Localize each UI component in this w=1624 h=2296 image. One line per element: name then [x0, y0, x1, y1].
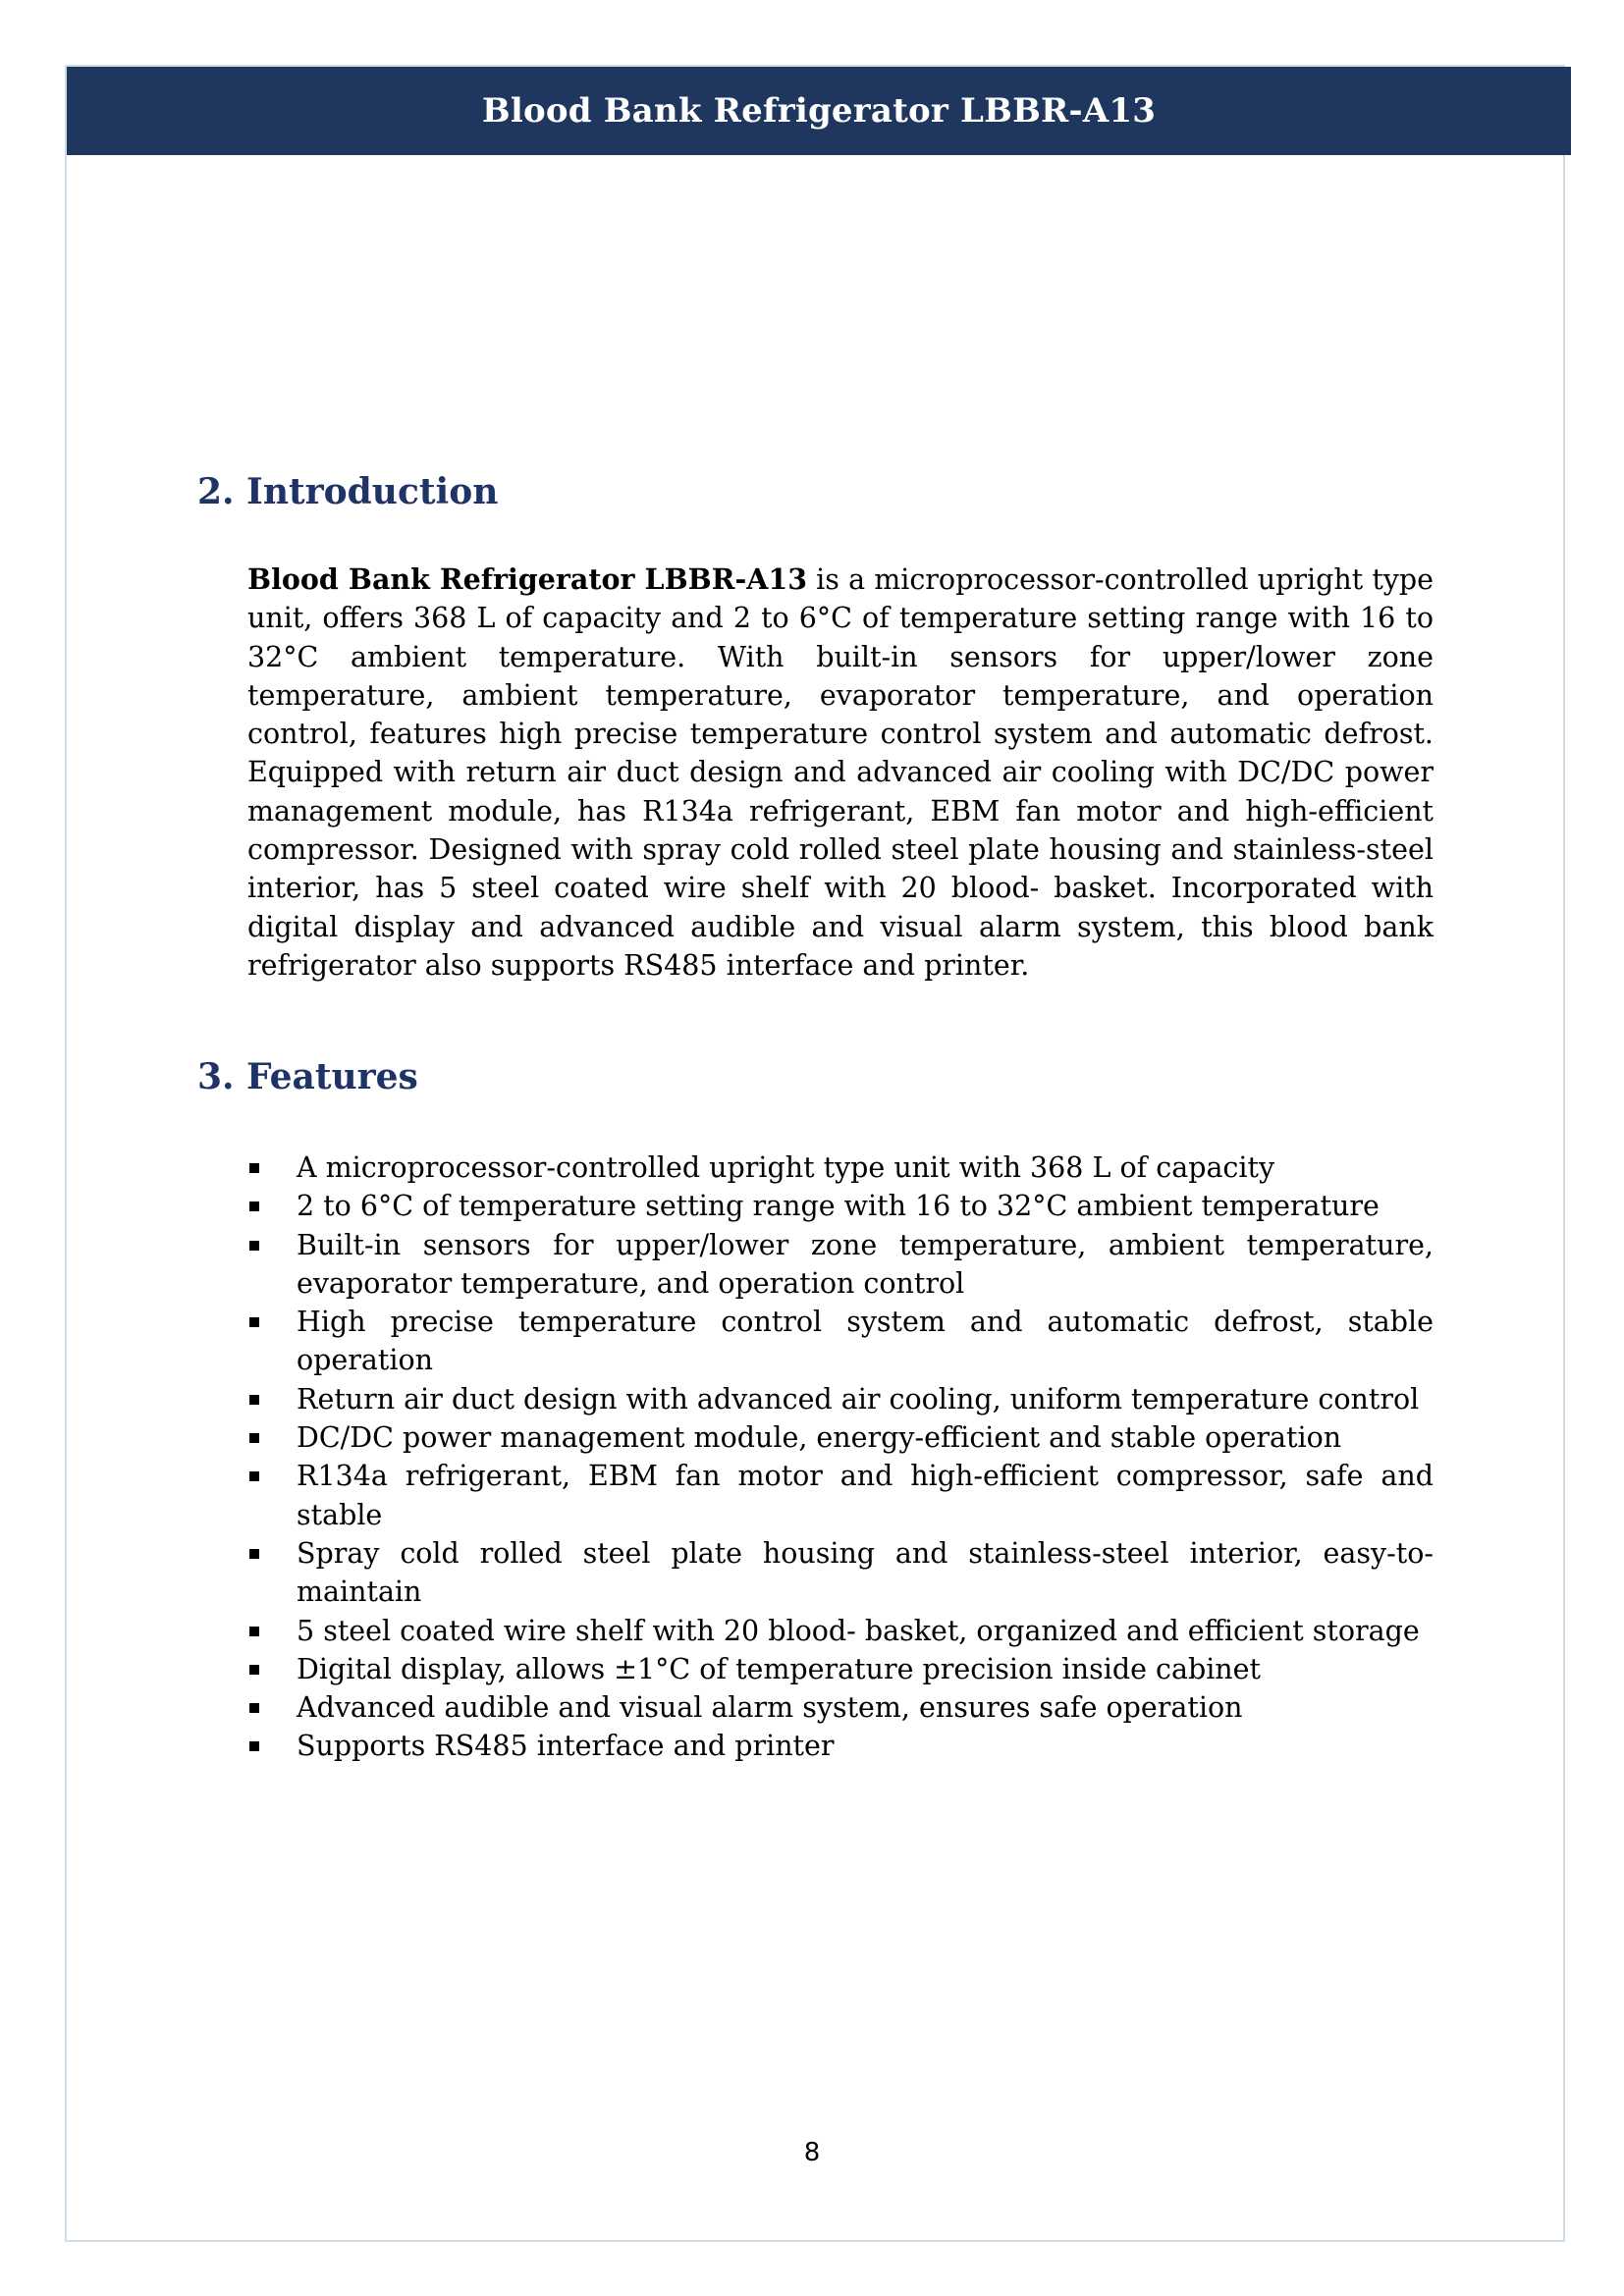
features-number: 3.: [197, 1056, 235, 1097]
square-bullet-icon: [249, 1201, 259, 1211]
feature-item: R134a refrigerant, EBM fan motor and high-efficient compressor, safe and stable: [247, 1457, 1434, 1534]
feature-item: Built-in sensors for upper/lower zone temperature, ambient temperature, evaporator temperature, and operation control: [247, 1226, 1434, 1304]
feature-item: Spray cold rolled steel plate housing and stainless-steel interior, easy-to-maintain: [247, 1534, 1434, 1612]
document-title: Blood Bank Refrigerator LBBR-A13: [481, 91, 1157, 131]
feature-item: Advanced audible and visual alarm system, ensures safe operation: [247, 1688, 1434, 1727]
introduction-paragraph: [247, 561, 1434, 985]
square-bullet-icon: [249, 1395, 259, 1405]
header-bar: [67, 67, 1571, 155]
square-bullet-icon: [249, 1549, 259, 1559]
features-list: [247, 1148, 1434, 1766]
square-bullet-icon: [249, 1163, 259, 1173]
introduction-title: Introduction: [246, 471, 499, 512]
features-heading: [197, 1056, 418, 1097]
feature-item: 5 steel coated wire shelf with 20 blood- basket, organized and efficient storage: [247, 1612, 1434, 1650]
introduction-body: is a microprocessor-controlled upright type unit, offers 368 L of capacity and 2 to 6°C of temperature setting range with 16 to 32°C ambient temperature. With built-in sensors for upper/lower zone temperature, ambient temperature, evaporator temperature, and operation control, features high precise temperature control system and automatic defrost. Equipped with return air duct design and advanced air cooling with DC/DC power management module, has R134a refrigerant, EBM fan motor and high-efficient compressor. Designed with spray cold rolled steel plate housing and stainless-steel interior, has 5 steel coated wire shelf with 20 blood- basket. Incorporated with digital display and advanced audible and visual alarm system, this blood bank refrigerator also supports RS485 interface and printer.: [247, 563, 1434, 982]
features-title: Features: [246, 1056, 418, 1097]
page-number: 8: [803, 2138, 821, 2167]
square-bullet-icon: [249, 1241, 259, 1251]
feature-item: Digital display, allows ±1°C of temperature precision inside cabinet: [247, 1650, 1434, 1688]
introduction-heading: [197, 471, 498, 512]
square-bullet-icon: [249, 1433, 259, 1443]
square-bullet-icon: [249, 1317, 259, 1327]
square-bullet-icon: [249, 1471, 259, 1481]
feature-item: Return air duct design with advanced air cooling, uniform temperature control: [247, 1380, 1434, 1418]
introduction-lead: Blood Bank Refrigerator LBBR-A13: [247, 562, 808, 596]
feature-item: 2 to 6°C of temperature setting range with 16 to 32°C ambient temperature: [247, 1187, 1434, 1225]
square-bullet-icon: [249, 1627, 259, 1636]
square-bullet-icon: [249, 1665, 259, 1675]
feature-item: Supports RS485 interface and printer: [247, 1727, 1434, 1765]
feature-item: DC/DC power management module, energy-efficient and stable operation: [247, 1418, 1434, 1457]
feature-item: High precise temperature control system and automatic defrost, stable operation: [247, 1303, 1434, 1380]
square-bullet-icon: [249, 1741, 259, 1751]
feature-item: A microprocessor-controlled upright type unit with 368 L of capacity: [247, 1148, 1434, 1187]
square-bullet-icon: [249, 1703, 259, 1713]
introduction-number: 2.: [197, 471, 235, 512]
